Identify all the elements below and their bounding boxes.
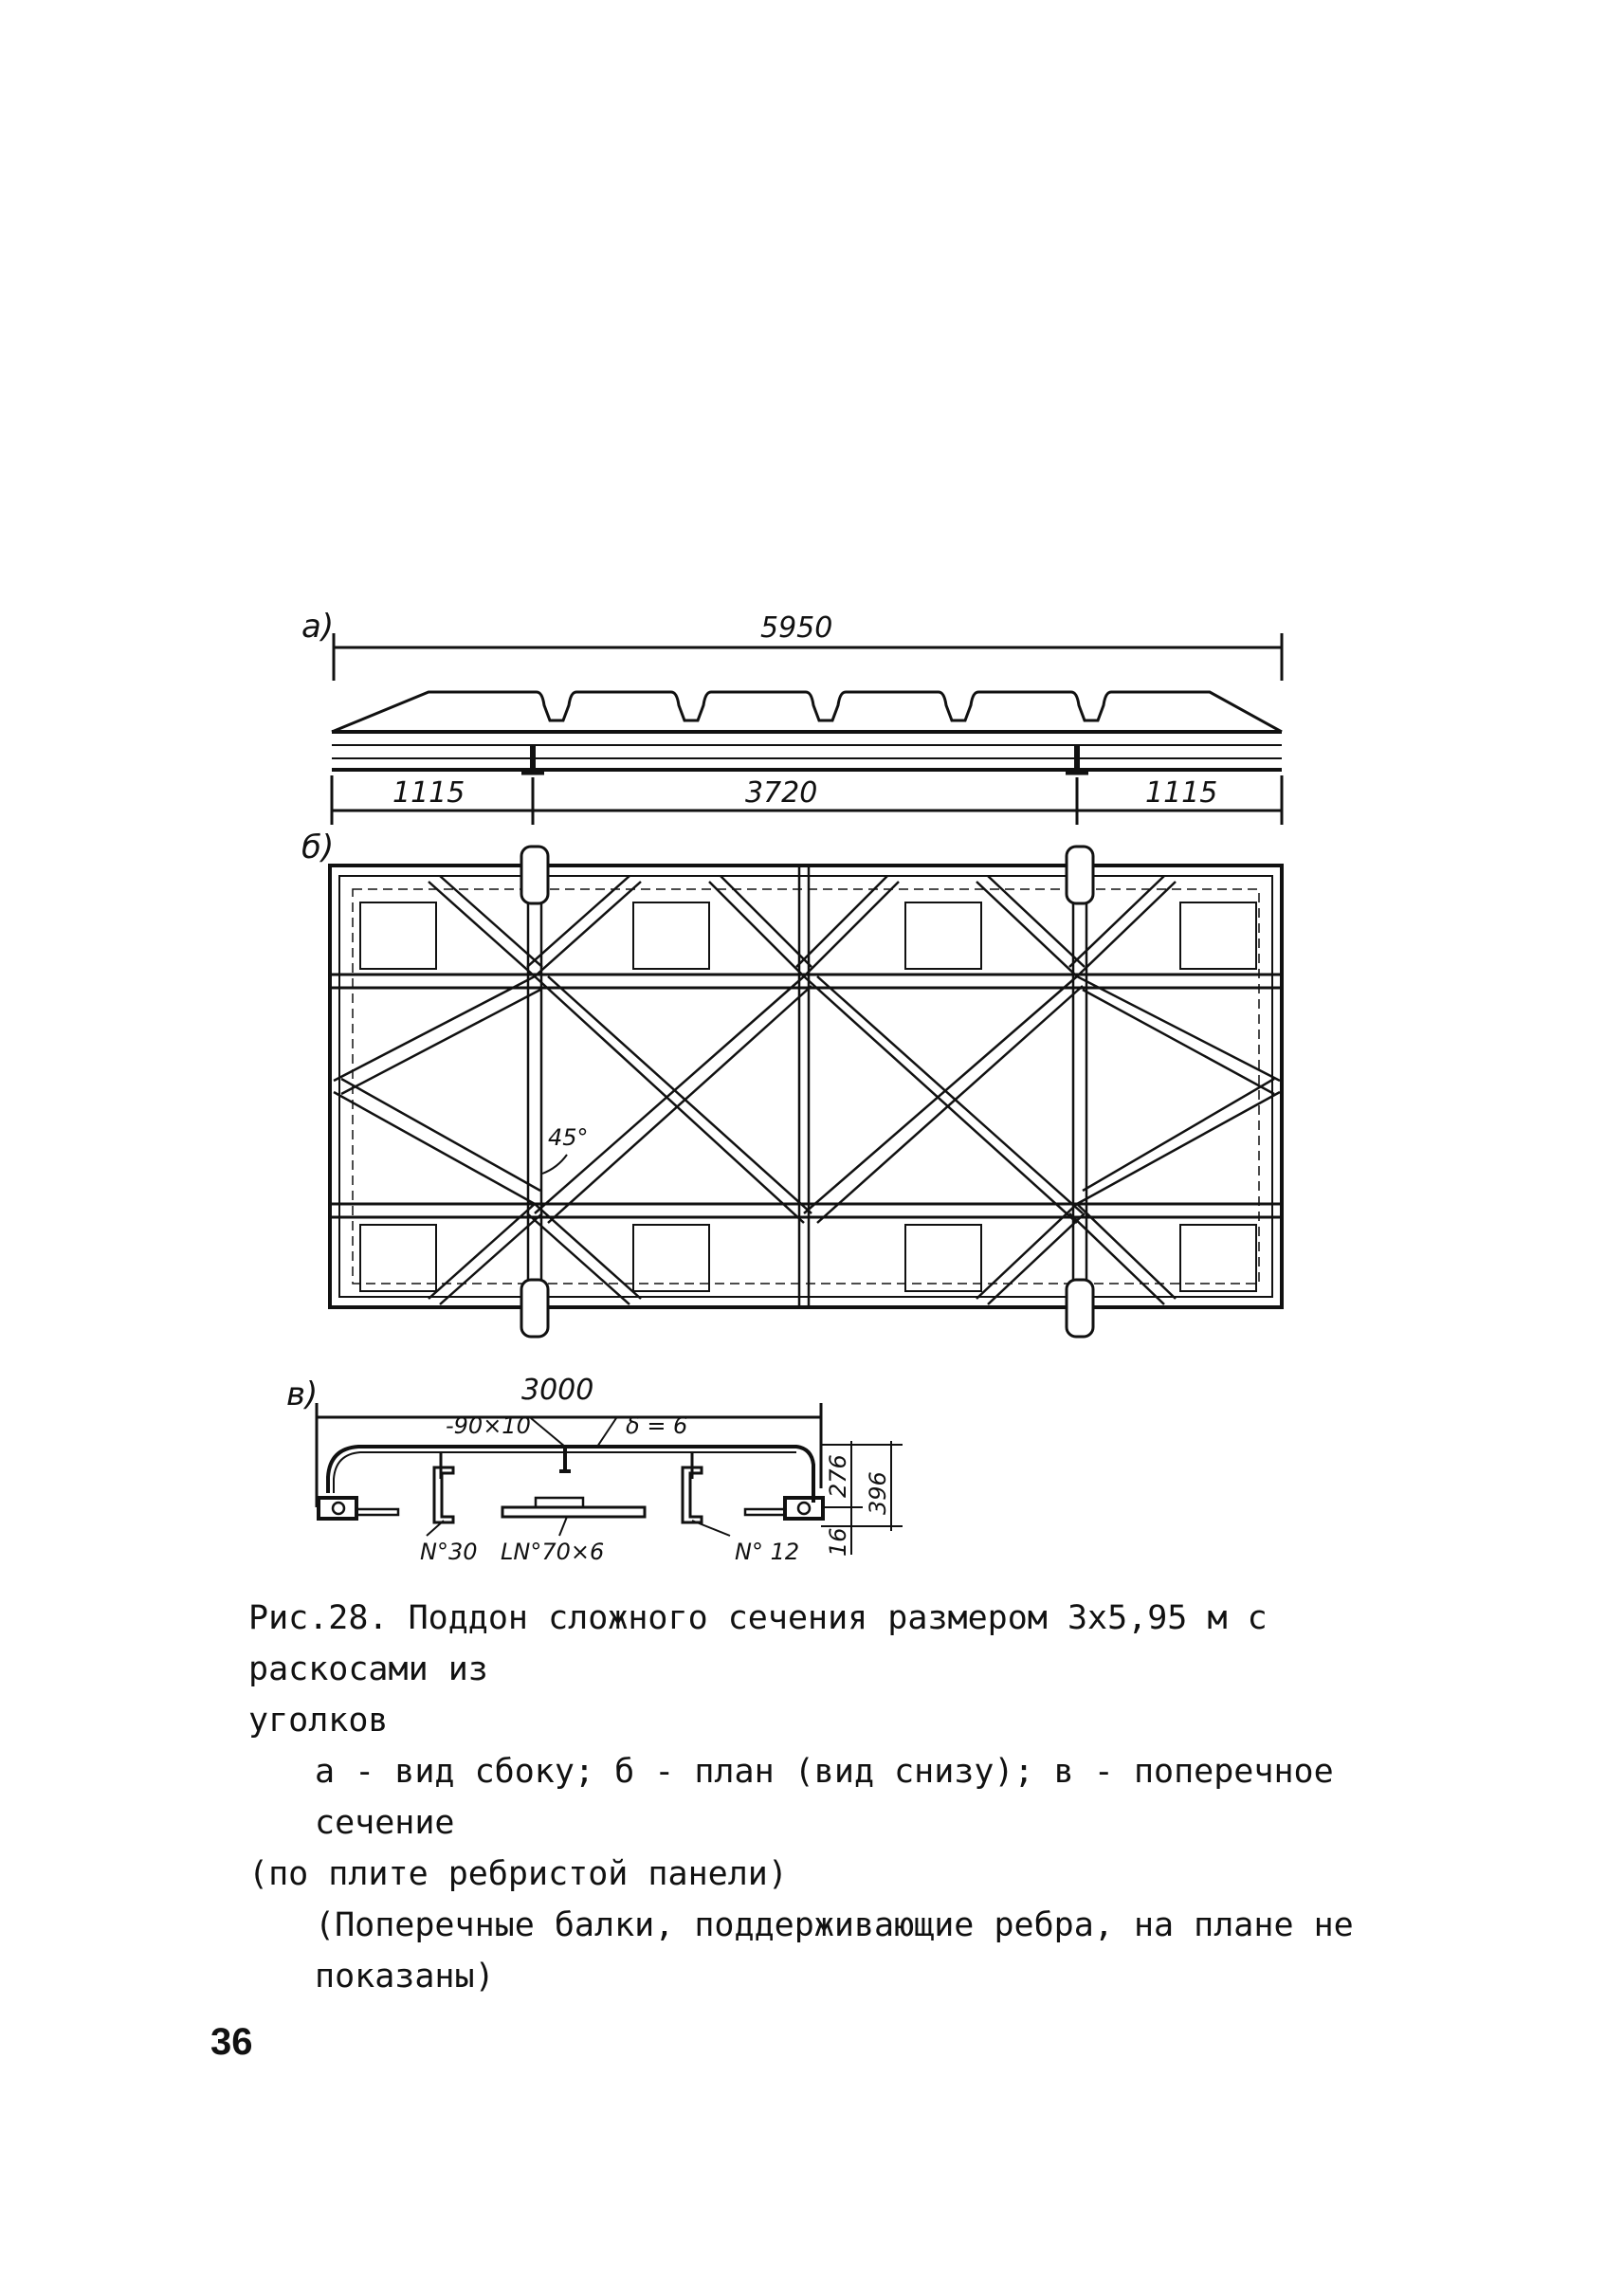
caption-line-2: уголков [248, 1702, 389, 1740]
dim-center-label: 3720 [745, 776, 818, 810]
channel-30-label: N°30 [420, 1539, 478, 1565]
angle-profile-label: LN°70×6 [501, 1539, 605, 1565]
figure-caption [248, 1593, 1443, 2002]
caption-line-4: (по плите ребристой панели) [248, 1855, 788, 1893]
dim-right-label: 1115 [1145, 776, 1218, 810]
overall-length-label: 5950 [760, 611, 833, 645]
panel-c-label: в) [286, 1376, 319, 1413]
plate-label: -90×10 [446, 1412, 531, 1439]
height-276-label: 276 [825, 1454, 851, 1498]
thickness-label: δ = 6 [626, 1412, 688, 1439]
dim-left-label: 1115 [392, 776, 465, 810]
panel-b-label: б) [301, 829, 335, 866]
caption-line-5: (Поперечные балки, поддерживающие ребра, на плане не показаны) [315, 1906, 1354, 1995]
caption-line-3: а - вид сбоку; б - план (вид снизу); в - поперечное сечение [315, 1753, 1334, 1842]
section-width-label: 3000 [521, 1374, 594, 1407]
plan-view [330, 847, 1282, 1337]
angle-label: 45° [548, 1124, 589, 1151]
height-16-label: 16 [825, 1527, 851, 1557]
panel-a-label: а) [301, 608, 335, 646]
caption-line-1: Рис.28. Поддон сложного сечения размером 3х5,95 м с раскосами из [248, 1599, 1268, 1688]
page-number: 36 [210, 2021, 253, 2063]
cross-section [317, 1403, 903, 1555]
channel-12-label: N° 12 [735, 1539, 800, 1565]
height-396-label: 396 [865, 1471, 891, 1515]
